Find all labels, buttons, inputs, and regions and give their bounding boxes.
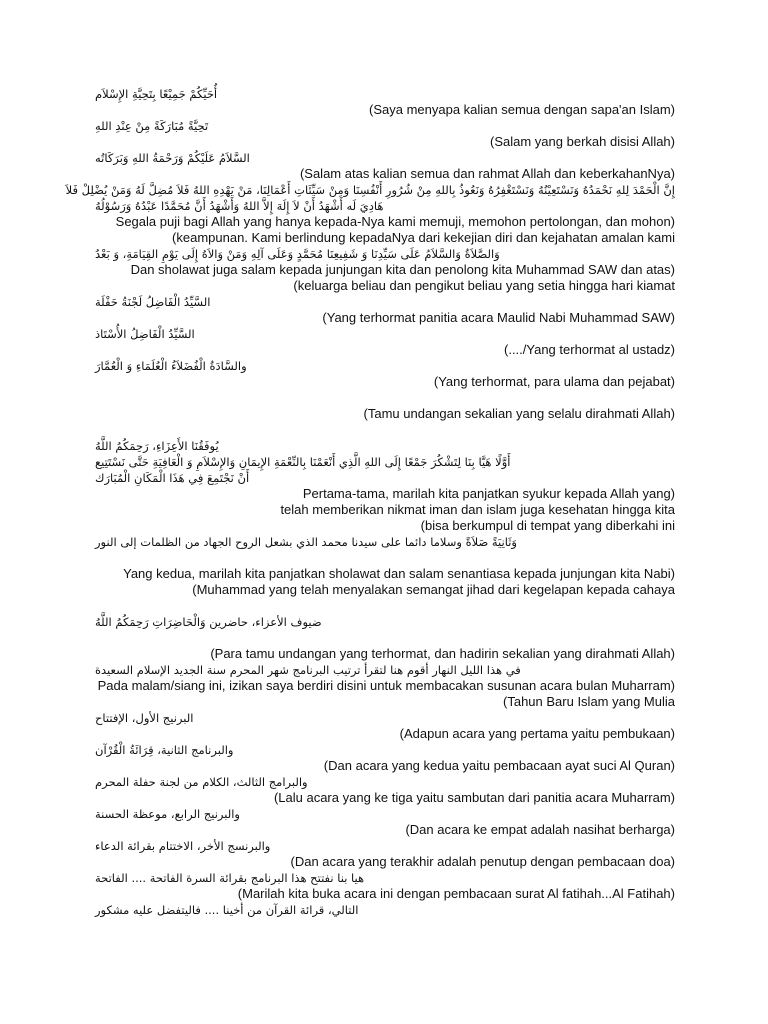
arabic-line: أُحَيِّكُمْ جَمِيْعًا بِتَحِيَّةِ الإِسْلاَم <box>95 87 218 101</box>
translation-line: Pada malam/siang ini, izikan saya berdiri disini untuk membacakan susunan acara bulan Muharram) <box>97 678 675 693</box>
translation-line: (keampunan. Kami berlindung kepadaNya dari kekejian diri dan kejahatan amalan kami <box>172 230 675 245</box>
arabic-line: والسَّادَةُ الْفُضَلاَءُ الْعُلَمَاءِ وَ الْعُمَّارَ <box>95 359 247 373</box>
translation-line: (bisa berkumpul di tempat yang diberkahi ini <box>420 518 675 533</box>
translation-line: (Dan acara yang terakhir adalah penutup dengan pembacaan doa) <box>290 854 675 869</box>
translation-line: (Muhammad yang telah menyalakan semangat jihad dari kegelapan kepada cahaya <box>192 582 675 597</box>
translation-line: (Yang terhormat, para ulama dan pejabat) <box>433 374 675 389</box>
arabic-line: السَّلاَمُ عَلَيْكُمْ وَرَحْمَةُ اللهِ وَبَرَكَاتُه <box>95 151 250 165</box>
translation-line: (Para tamu undangan yang terhormat, dan hadirin sekalian yang dirahmati Allah) <box>210 646 675 661</box>
arabic-line: في هذا الليل النهار أقوم هنا لتقرأ ترتيب البرنامج شهر المحرم سنة الجديد الإسلام السعيدة <box>95 663 521 677</box>
blank-line <box>95 390 675 406</box>
arabic-line: والبرنيج الرابع، موعظة الحسنة <box>95 807 240 821</box>
translation-line: Pertama-tama, marilah kita panjatkan syukur kepada Allah yang) <box>302 486 675 501</box>
arabic-line: يُوفَقُنَا الأَعِزَاءِ، رَحِمَكُمُ اللَّهُ <box>95 439 219 453</box>
blank-line <box>95 422 675 438</box>
translation-line: (Salam yang berkah disisi Allah) <box>490 134 675 149</box>
arabic-line: تَحِيَّةً مُبَارَكَةً مِنْ عِنْدِ اللهِ <box>95 119 209 133</box>
arabic-line: إِنَّ الْحَمْدَ لِلهِ نَحْمَدُهُ وَنَسْتَعِيْنُهُ وَنَسْتَغْفِرُهُ وَنَعُوذُ بِاللهِ مِنْ شُرُورِ أَنْفُسِنَا وَمِنْ سَيِّئَاتِ أَعْمَالِنَا، مَنْ يَهْدِهِ اللهُ فَلاَ مُضِلَّ لَهُ وَمَنْ يُضْلِلْ فَلاَ <box>65 183 675 197</box>
translation-line: (Dan acara yang kedua yaitu pembacaan ayat suci Al Quran) <box>323 758 675 773</box>
translation-line: (Tahun Baru Islam yang Mulia <box>503 694 675 709</box>
translation-line: (Dan acara ke empat adalah nasihat berharga) <box>405 822 675 837</box>
translation-line: (Adapun acara yang pertama yaitu pembukaan) <box>399 726 675 741</box>
arabic-line: وَثَانِيَةً صَلاَةً وسلاما دائما على سيدنا محمد الذي بشعل الروح الجهاد من الظلمات إلى النور <box>95 535 517 549</box>
translation-line: Segala puji bagi Allah yang hanya kepada-Nya kami memuji, memohon pertolongan, dan mohon) <box>115 214 675 229</box>
translation-line: Yang kedua, marilah kita panjatkan sholawat dan salam senantiasa kepada junjungan kita Nabi) <box>123 566 675 581</box>
translation-line: (keluarga beliau dan pengikut beliau yang setia hingga hari kiamat <box>293 278 675 293</box>
arabic-line: هيا بنا نفتتح هذا البرنامج بقرائة السرة الفاتحة .... الفاتحة <box>95 871 365 885</box>
translation-line: (Yang terhormat panitia acara Maulid Nabi Muhammad SAW) <box>322 310 675 325</box>
translation-line: (Saya menyapa kalian semua dengan sapa'an Islam) <box>369 102 675 117</box>
arabic-line: السَّيِّدُ الْفَاضِلُ الأُسْتَاذ <box>95 327 195 341</box>
blank-line <box>95 598 675 614</box>
blank-line <box>95 550 675 566</box>
arabic-line: أَوَّلًا هَيَّا بِنَا لِتَشْكُرَ جَمْعًا إِلَى اللهِ الَّذِي أَنْعَمْنَا بِالنِّعْمَةِ الإِيمَانِ وَالإِسْلاَمِ وَ الْعَافِيَةِ حَتَّى نَسْتَتِيع <box>95 455 511 469</box>
arabic-line: وَالصَّلاَةُ وَالسَّلاَمُ عَلَى سَيِّدِنَا وَ شَفِيعِنَا مُحَمَّدٍ وَعَلَى آلِهِ وَمَنْ وَالاَهُ إِلَى يَوْمِ القِيَامَةِ، وَ بَعْدُ <box>95 247 500 261</box>
translation-line: (Lalu acara yang ke tiga yaitu sambutan dari panitia acara Muharram) <box>273 790 675 805</box>
arabic-line: التالي، قرائة القرآن من أخينا .... فاليتفضل عليه مشكور <box>95 903 359 917</box>
arabic-line: البرنيج الأول، الإفتتاح <box>95 711 194 725</box>
translation-line: (Tamu undangan sekalian yang selalu dirahmati Allah) <box>363 406 675 421</box>
translation-line: (Marilah kita buka acara ini dengan pembacaan surat Al fatihah...Al Fatihah) <box>237 886 675 901</box>
arabic-line: والبرامج الثالث، الكلام من لجنة حفلة المحرم <box>95 775 308 789</box>
translation-line: (..../Yang terhormat al ustadz) <box>504 342 675 357</box>
arabic-line: هَادِيَ لَه أَشْهَدُ أَنْ لاَ إِلَهَ إِلاَّ اللهُ وَأَشْهَدُ أَنَّ مُحَمَّدًا عَبْدُهُ وَرَسُوْلُهُ <box>95 199 384 213</box>
blank-line <box>95 630 675 646</box>
translation-line: (Salam atas kalian semua dan rahmat Allah dan keberkahanNya) <box>299 166 675 181</box>
document-body <box>65 86 675 918</box>
arabic-line: ضيوف الأعزاء، حاضرين وَالْحَاضِرَاتِ رَحِمَكُمُ اللَّهُ <box>95 615 322 629</box>
arabic-line: السَّيِّدُ الْفَاضِلُ لَجْنَةُ حَفْلَة <box>95 295 211 309</box>
translation-line: Dan sholawat juga salam kepada junjungan kita dan penolong kita Muhammad SAW dan atas) <box>130 262 675 277</box>
arabic-line: أَنْ نَجْتَمِعَ فِي هَذَا الْمَكَانِ الْمُبَارَك <box>95 471 250 485</box>
arabic-line: والبرنسج الأخر، الاختتام بقرائة الدعاء <box>95 839 271 853</box>
arabic-line: والبرنامج الثانية، قِرَائَةُ الْقُرْآن <box>95 743 234 757</box>
translation-line: telah memberikan nikmat iman dan islam juga kesehatan hingga kita <box>280 502 675 517</box>
